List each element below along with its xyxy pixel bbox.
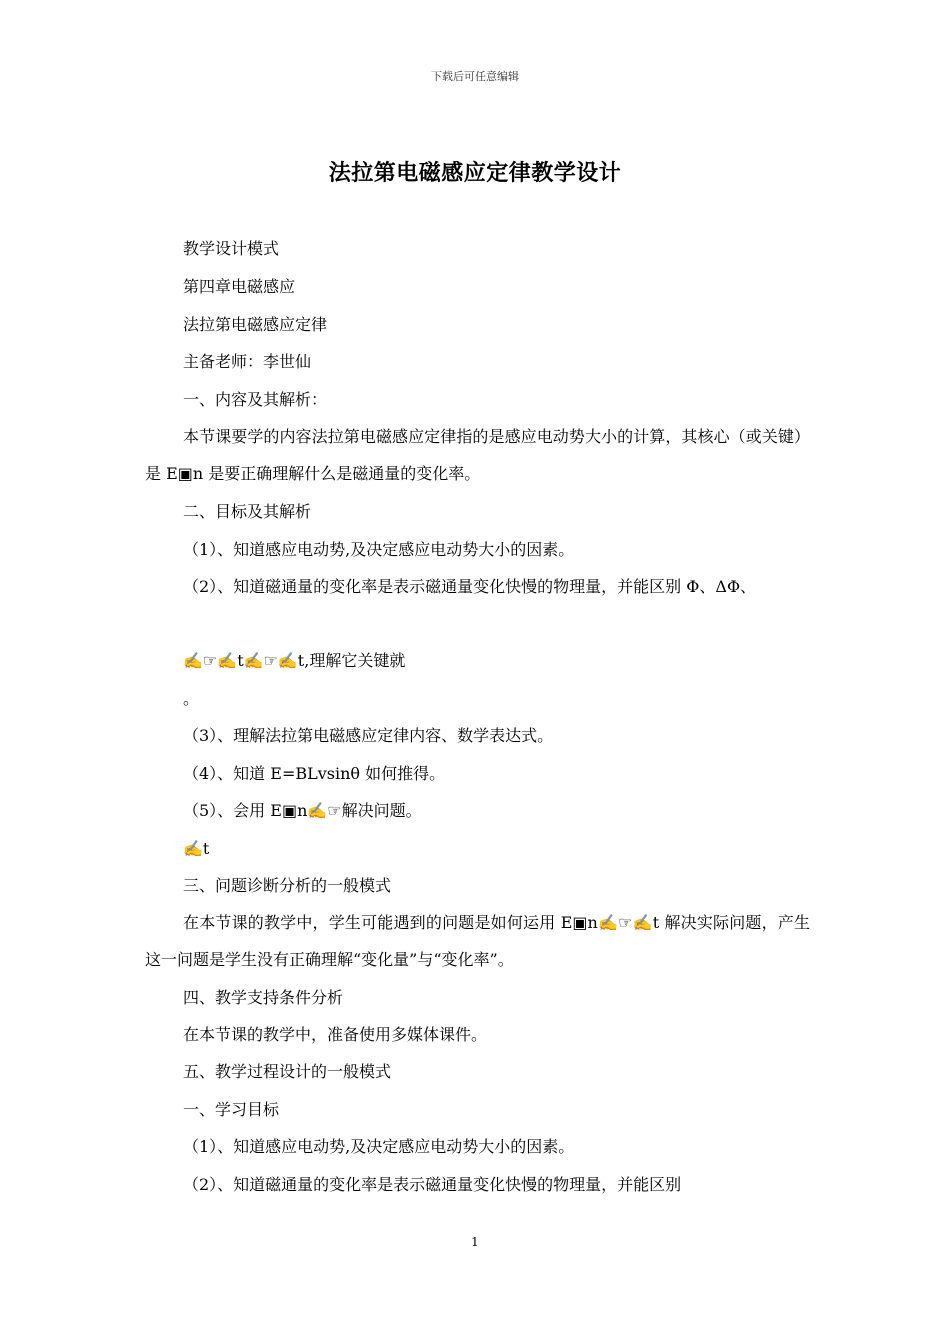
goal-item-3: （3）、理解法拉第电磁感应定律内容、数学表达式。 bbox=[183, 726, 554, 745]
objective-item-1: （1）、知道感应电动势,及决定感应电动势大小的因素。 bbox=[183, 1137, 575, 1156]
goal-item-4: （4）、知道 E=BLvsinθ 如何推得。 bbox=[183, 764, 446, 783]
text-line-chapter: 第四章电磁感应 bbox=[183, 277, 296, 296]
formula-fragment: ✍t bbox=[183, 839, 210, 858]
section-heading-process: 五、教学过程设计的一般模式 bbox=[183, 1062, 392, 1081]
text-line-lesson: 法拉第电磁感应定律 bbox=[183, 315, 328, 334]
section-heading-diagnosis: 三、问题诊断分析的一般模式 bbox=[183, 876, 392, 895]
section-heading-content: 一、内容及其解析： bbox=[183, 390, 328, 409]
section-heading-goals: 二、目标及其解析 bbox=[183, 502, 312, 521]
document-title: 法拉第电磁感应定律教学设计 bbox=[328, 160, 622, 186]
paragraph-diagnosis: 在本节课的教学中，学生可能遇到的问题是如何运用 E▣n✍☞✍t 解决实际问题，产生这一问题是学生没有正确理解“变化量”与“变化率”。 bbox=[145, 913, 810, 969]
text-line-teacher: 主备老师：李世仙 bbox=[183, 352, 312, 371]
paragraph-content: 本节课要学的内容法拉第电磁感应定律指的是感应电动势大小的计算，其核心（或关键）是 E▣n 是要正确理解什么是磁通量的变化率。 bbox=[145, 427, 810, 483]
page-number: 1 bbox=[471, 1235, 479, 1249]
objective-item-2: （2）、知道磁通量的变化率是表示磁通量变化快慢的物理量，并能区别 bbox=[183, 1175, 682, 1194]
formula-line: ✍☞✍t✍☞✍t,理解它关键就 bbox=[183, 651, 406, 670]
text-line-support: 在本节课的教学中，准备使用多媒体课件。 bbox=[183, 1025, 488, 1044]
punctuation-line: 。 bbox=[183, 689, 200, 708]
goal-item-1: （1）、知道感应电动势,及决定感应电动势大小的因素。 bbox=[183, 540, 575, 559]
section-heading-objectives: 一、学习目标 bbox=[183, 1100, 280, 1119]
goal-item-2: （2）、知道磁通量的变化率是表示磁通量变化快慢的物理量，并能区别 Φ、ΔΦ、 bbox=[183, 577, 757, 596]
goal-item-5: （5）、会用 E▣n✍☞解决问题。 bbox=[183, 801, 422, 820]
page-header: 下载后可任意编辑 bbox=[431, 70, 519, 83]
section-heading-support: 四、教学支持条件分析 bbox=[183, 988, 344, 1007]
text-line-mode: 教学设计模式 bbox=[183, 239, 280, 258]
